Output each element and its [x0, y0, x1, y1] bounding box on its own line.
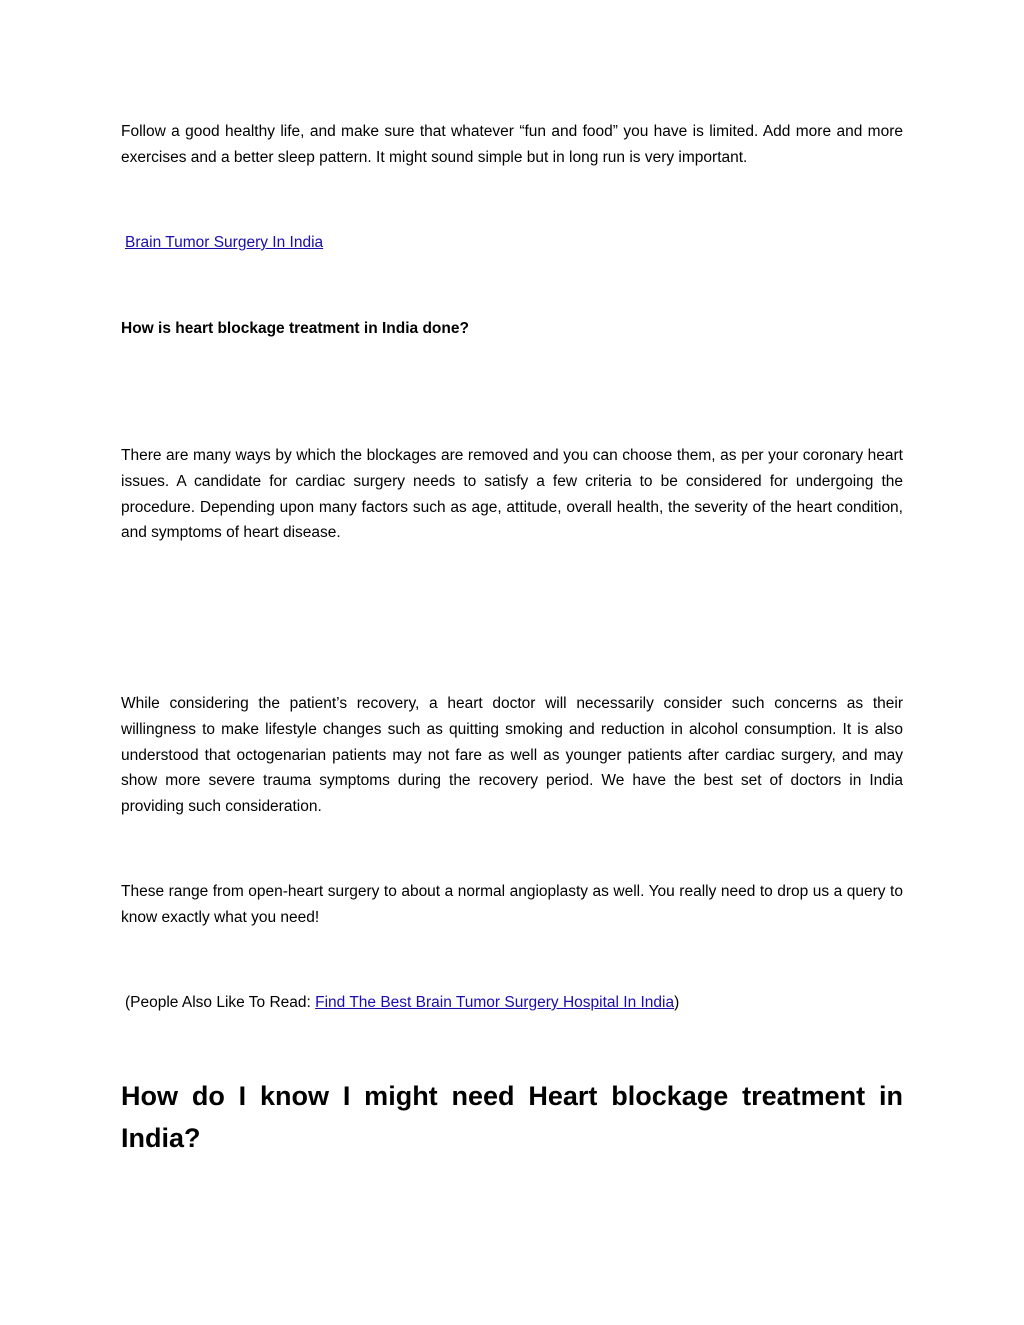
paragraph-ways: There are many ways by which the blockages are removed and you can choose them, as per your coronary heart issues. A candidate for cardiac surgery needs to satisfy a few criteria to be considered for undergoing the procedure. Depending upon many factors such as age, attitude, overall health, the severity of the heart condition, and symptoms of heart disease.: [121, 447, 903, 542]
intro-paragraph: Follow a good healthy life, and make sure that whatever “fun and food” you have is limited. Add more and more exercises and a better sleep pattern. It might sound simple but in long run is very important.: [121, 123, 903, 166]
also-read-line: [125, 990, 907, 1016]
paragraph-recovery: While considering the patient’s recovery, a heart doctor will necessarily consider such concerns as their willingness to make lifestyle changes such as quitting smoking and reduction in alcohol consumption. It is also understood that octogenarian patients may not fare as well as younger patients after cardiac surgery, and may show more severe trauma symptoms during the recovery period. We have the best set of doctors in India providing such consideration.: [121, 695, 903, 816]
paragraph-range: These range from open-heart surgery to about a normal angioplasty as well. You really need to drop us a query to know exactly what you need!: [121, 883, 903, 926]
also-read-suffix: ): [674, 994, 680, 1011]
brain-tumor-surgery-link[interactable]: Brain Tumor Surgery In India: [125, 234, 324, 251]
best-brain-tumor-hospital-link[interactable]: Find The Best Brain Tumor Surgery Hospital In India: [315, 994, 675, 1011]
heading-need-treatment: How do I know I might need Heart blockage treatment in India?: [121, 1081, 903, 1153]
subheading-treatment: How is heart blockage treatment in India done?: [121, 320, 469, 337]
also-read-prefix: (People Also Like To Read:: [125, 994, 316, 1011]
brain-tumor-surgery-link-line: [125, 230, 907, 256]
